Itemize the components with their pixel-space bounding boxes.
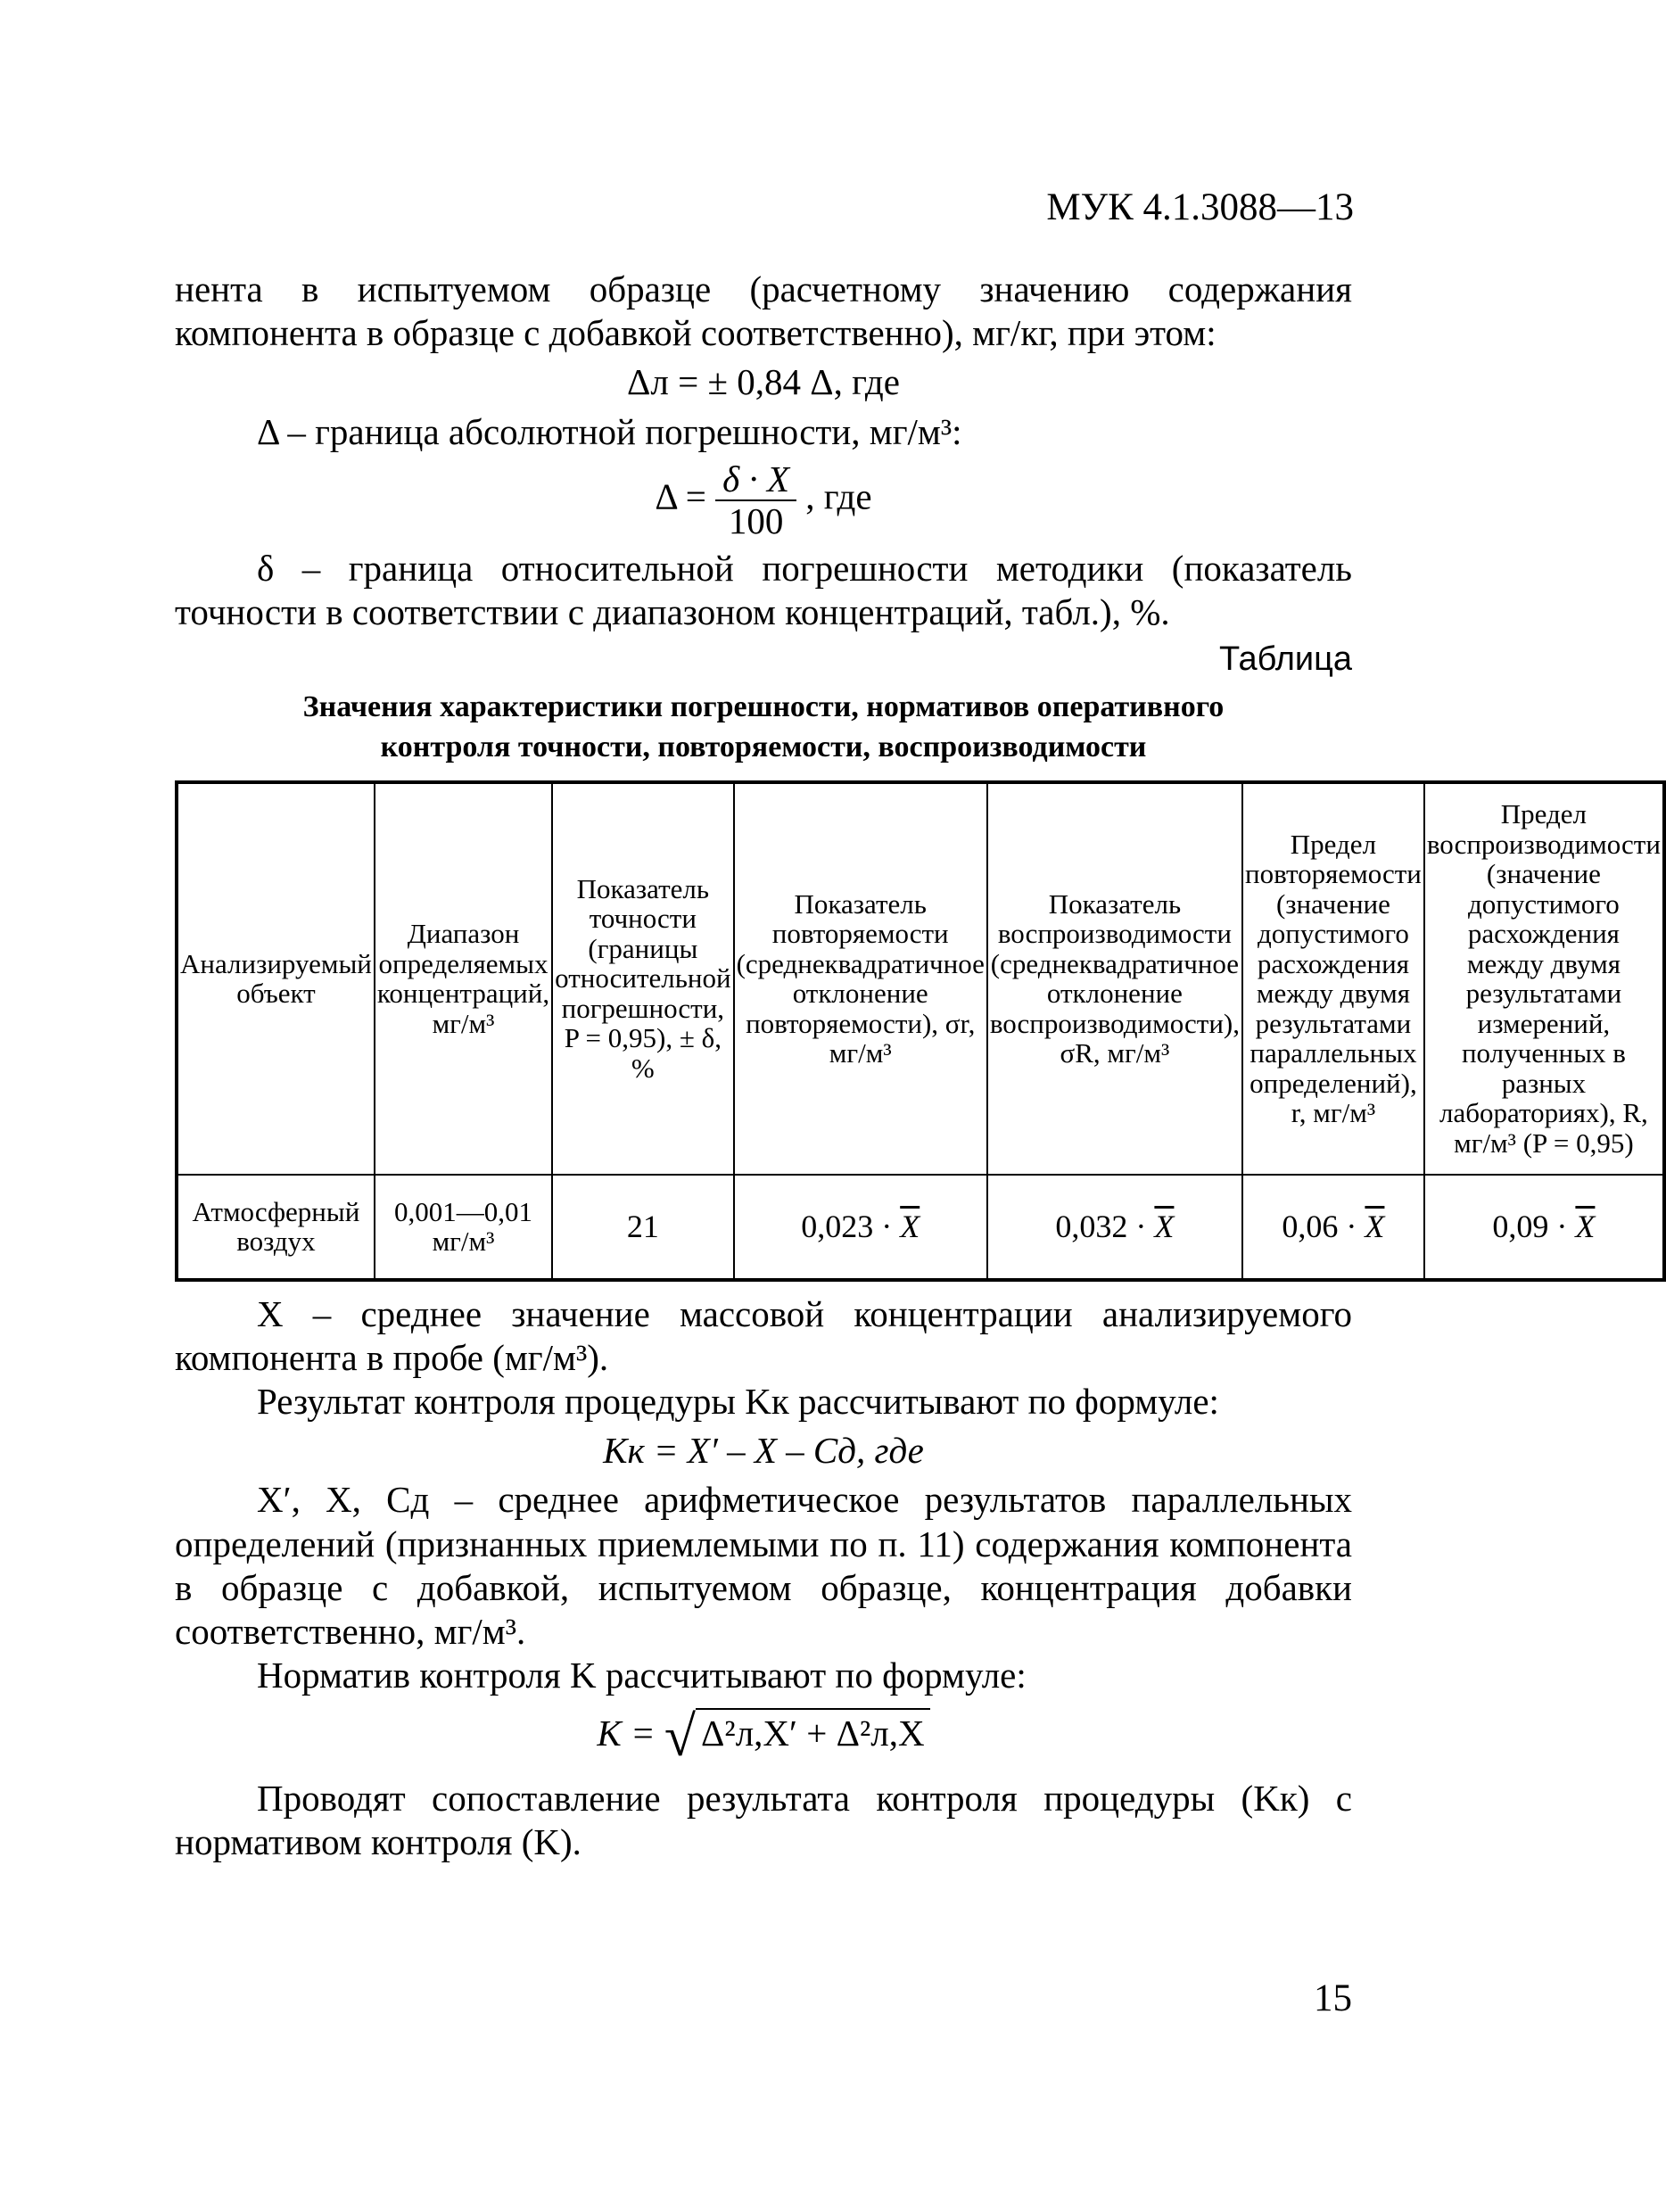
table-title (175, 688, 1352, 768)
square-root (664, 1703, 930, 1771)
cell-object: Атмосферный воздух (177, 1175, 375, 1280)
header-reproducibility: Показатель воспроизводимости (среднеквадратичное отклонение воспроизводимости), σR, мг/м³ (987, 782, 1242, 1175)
xbar-symbol: $\overline{X}$ (900, 1208, 920, 1244)
table-label: Таблица (1219, 640, 1352, 679)
formula-delta-suffix: , где (805, 475, 872, 517)
data-table (175, 780, 1666, 1282)
formula-delta-l: Δл = ± 0,84 Δ, где (627, 361, 900, 403)
paragraph-4: X – среднее значение массовой концентрации анализируемого компонента в пробе (мг/м³). (175, 1292, 1352, 1378)
paragraph-6: X′, X, Cд – среднее арифметическое результатов параллельных определений (признанных приемлемыми по п. 11) содержания компонента в образце с добавкой, испытуемом образце, концентрация добавки соответственно, мг/м³. (175, 1479, 1352, 1652)
paragraph-8: Проводят сопоставление результата контроля процедуры (Kк) с нормативом контроля (K). (175, 1778, 1352, 1863)
sqrt-sign-icon: √ (664, 1704, 697, 1769)
header-repeat-limit: Предел повторяемости (значение допустимого расхождения между двумя результатами параллельных определений), r, мг/м³ (1242, 782, 1424, 1175)
fraction-denominator: 100 (728, 499, 784, 541)
cell-repeat-limit (1242, 1175, 1424, 1280)
formula-k (175, 1703, 1352, 1771)
cell-repeatability-coef: 0,023 · (801, 1208, 893, 1244)
page-content (175, 268, 1661, 1865)
cell-reproducibility-coef: 0,032 · (1055, 1208, 1147, 1244)
cell-range: 0,001—0,01 мг/м³ (375, 1175, 552, 1280)
table-header-row (177, 782, 1664, 1175)
table-title-line2: контроля точности, повторяемости, воспроизводимости (380, 730, 1147, 763)
table-row (177, 1175, 1664, 1280)
cell-reprod-limit-coef: 0,09 · (1492, 1208, 1568, 1244)
cell-repeatability (734, 1175, 987, 1280)
formula-kk: Kк = X′ – X – Cд, где (603, 1430, 924, 1472)
formula-k-lhs: K = (597, 1713, 656, 1754)
table-title-line1: Значения характеристики погрешности, нормативов оперативного (302, 689, 1225, 723)
header-object: Анализируемый объект (177, 782, 375, 1175)
header-range: Диапазон определяемых концентраций, мг/м³ (375, 782, 552, 1175)
sqrt-radicand: Δ²л,X′ + Δ²л,X (696, 1708, 930, 1755)
formula-delta (175, 459, 1352, 541)
paragraph-7: Норматив контроля K рассчитывают по формуле: (257, 1655, 1027, 1696)
header-reprod-limit: Предел воспроизводимости (значение допустимого расхождения между двумя результатами измерений, полученных в разных лабораториях), R, мг/м³ (P = 0,95) (1424, 782, 1664, 1175)
cell-reprod-limit (1424, 1175, 1664, 1280)
fraction (715, 459, 796, 541)
cell-repeat-limit-coef: 0,06 · (1282, 1208, 1357, 1244)
paragraph-2: Δ – граница абсолютной погрешности, мг/м³: (257, 410, 962, 452)
fraction-numerator: δ · X (715, 459, 796, 501)
cell-accuracy: 21 (552, 1175, 733, 1280)
cell-reproducibility (987, 1175, 1242, 1280)
xbar-symbol: $\overline{X}$ (1365, 1208, 1385, 1244)
paragraph-1: нента в испытуемом образце (расчетному значению содержания компонента в образце с добавкой соответственно), мг/кг, при этом: (175, 268, 1352, 354)
header-accuracy: Показатель точности (границы относительной погрешности, P = 0,95), ± δ, % (552, 782, 733, 1175)
paragraph-5: Результат контроля процедуры Kк рассчитывают по формуле: (257, 1381, 1219, 1423)
page-number: 15 (1314, 1977, 1352, 2019)
xbar-symbol: $\overline{X}$ (1154, 1208, 1175, 1244)
formula-delta-lhs: Δ = (655, 475, 706, 517)
xbar-symbol: $\overline{X}$ (1575, 1208, 1596, 1244)
document-code: МУК 4.1.3088—13 (1046, 186, 1354, 228)
paragraph-3: δ – граница относительной погрешности методики (показатель точности в соответствии с диапазоном концентраций, табл.), %. (175, 547, 1352, 633)
header-repeatability: Показатель повторяемости (среднеквадратичное отклонение повторяемости), σr, мг/м³ (734, 782, 987, 1175)
